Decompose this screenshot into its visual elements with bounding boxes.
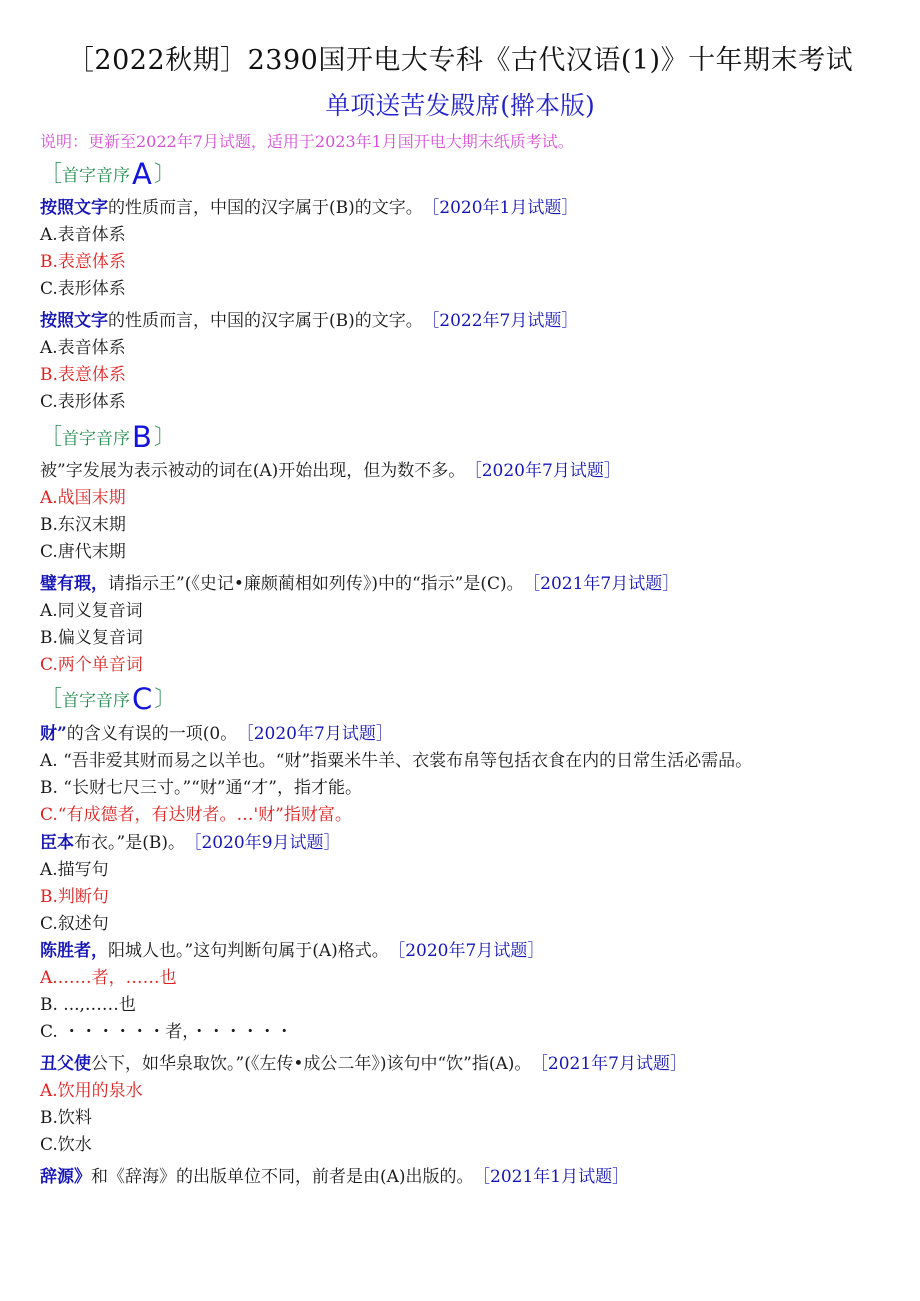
question-keyword: 臣本 — [40, 833, 74, 853]
option-b: B.偏义复音词 — [40, 628, 143, 648]
question-source: ［2021年1月试题］ — [481, 1167, 630, 1187]
question-keyword: 按照文字 — [40, 311, 108, 331]
option-b: B. “长财七尺三寸。”“财”通“才”，指才能。 — [40, 778, 362, 798]
option-a: A.描写句 — [40, 860, 109, 880]
option-b: B.东汉末期 — [40, 515, 126, 535]
question-text: ”字发展为表示被动的词在(A)开始出现，但为数不多。 — [57, 461, 466, 481]
question-keyword: 财” — [40, 724, 67, 744]
question-source: ［2021年7月试题］ — [531, 574, 680, 594]
question-stem — [40, 1166, 629, 1188]
question-keyword: 按照文字 — [40, 198, 108, 218]
question-source: ［2020年9月试题］ — [192, 833, 341, 853]
question-stem — [40, 940, 544, 962]
bracket-close: 〕 — [153, 425, 176, 450]
question-text: 和《辞海》的出版单位不同，前者是由(A)出版的。 — [91, 1167, 474, 1187]
question-stem — [40, 310, 578, 332]
question-text: 的性质而言，中国的汉字属于(B)的文字。 — [108, 311, 423, 331]
option-c: C.表形体系 — [40, 279, 126, 299]
question-text: 公下，如华泉取饮。”(《左传•成公二年》)该句中“饮”指(A)。 — [91, 1054, 532, 1074]
question-text: 阳城人也。”这句判断句属于(A)格式。 — [108, 941, 389, 961]
question-text: 请指示王”(《史记•廉颇蔺相如列传》)中的“指示”是(C)。 — [108, 574, 524, 594]
question-stem — [40, 1053, 687, 1075]
bracket-close: 〕 — [154, 687, 177, 712]
explanatory-note: 说明：更新至2022年7月试题，适用于2023年1月国开电大期末纸质考试。 — [40, 132, 574, 151]
section-heading-b — [40, 422, 176, 452]
question-keyword: 陈胜者， — [40, 941, 108, 961]
bracket-open: ［ — [40, 425, 63, 450]
question-keyword: 被 — [40, 461, 57, 481]
question-source: ［2021年7月试题］ — [539, 1054, 687, 1074]
page-subtitle: 单项送苦发殿席(擀本版) — [325, 91, 595, 120]
option-a: A.表音体系 — [40, 225, 126, 245]
option-c: C.表形体系 — [40, 392, 126, 412]
question-stem — [40, 197, 578, 219]
question-stem — [40, 723, 393, 745]
option-c-correct: C.“有成德者，有达财者。…'财”指财富。 — [40, 805, 352, 825]
option-b-correct: B.判断句 — [40, 887, 109, 907]
option-c: C.饮水 — [40, 1135, 92, 1155]
option-a-correct: A.战国末期 — [40, 488, 126, 508]
question-source: ［2020年7月试题］ — [473, 461, 621, 481]
option-a: A.表音体系 — [40, 338, 126, 358]
option-b: B.饮料 — [40, 1108, 92, 1128]
question-stem — [40, 573, 679, 595]
option-b: B. ...,……也 — [40, 995, 136, 1015]
section-label: 首字音序 — [62, 429, 131, 449]
question-source: ［2020年7月试题］ — [396, 941, 545, 961]
section-label: 首字音序 — [62, 166, 131, 186]
bracket-close: 〕 — [153, 162, 176, 187]
section-letter: B — [132, 420, 152, 454]
bracket-open: ［ — [40, 687, 63, 712]
section-letter: A — [132, 157, 152, 191]
question-stem — [40, 460, 621, 482]
section-letter: C — [132, 682, 153, 716]
question-text: 布衣。”是(B)。 — [74, 833, 185, 853]
option-b-correct: B.表意体系 — [40, 252, 126, 272]
question-text: 的性质而言，中国的汉字属于(B)的文字。 — [108, 198, 423, 218]
question-source: ［2020年1月试题］ — [430, 198, 579, 218]
question-source: ［2020年7月试题］ — [245, 724, 393, 744]
page-title: ［2022秋期］2390国开电大专科《古代汉语(1)》十年期末考试 — [66, 45, 854, 76]
option-c: C.唐代末期 — [40, 542, 126, 562]
section-heading-c — [40, 684, 176, 714]
question-stem — [40, 832, 341, 854]
option-a: A.同义复音词 — [40, 601, 143, 621]
option-a: A. “吾非爱其财而易之以羊也。“财”指粟米牛羊、衣裳布帛等包括衣食在内的日常生活必需品。 — [40, 751, 753, 771]
section-label: 首字音序 — [62, 691, 131, 711]
question-text: 的含义有误的一项(0。 — [66, 724, 238, 744]
question-keyword: 璧有瑕， — [40, 574, 108, 594]
question-keyword: 辞源》 — [40, 1167, 91, 1187]
option-a-correct: A.……者，……也 — [40, 968, 177, 988]
question-source: ［2022年7月试题］ — [430, 311, 579, 331]
question-keyword: 丑父使 — [40, 1054, 91, 1074]
option-c: C.叙述句 — [40, 914, 109, 934]
option-b-correct: B.表意体系 — [40, 365, 126, 385]
bracket-open: ［ — [40, 162, 63, 187]
option-a-correct: A.饮用的泉水 — [40, 1081, 143, 1101]
option-c: C. ・・・・・・者，・・・・・・ — [40, 1022, 293, 1042]
option-c-correct: C.两个单音词 — [40, 655, 143, 675]
section-heading-a — [40, 159, 176, 189]
